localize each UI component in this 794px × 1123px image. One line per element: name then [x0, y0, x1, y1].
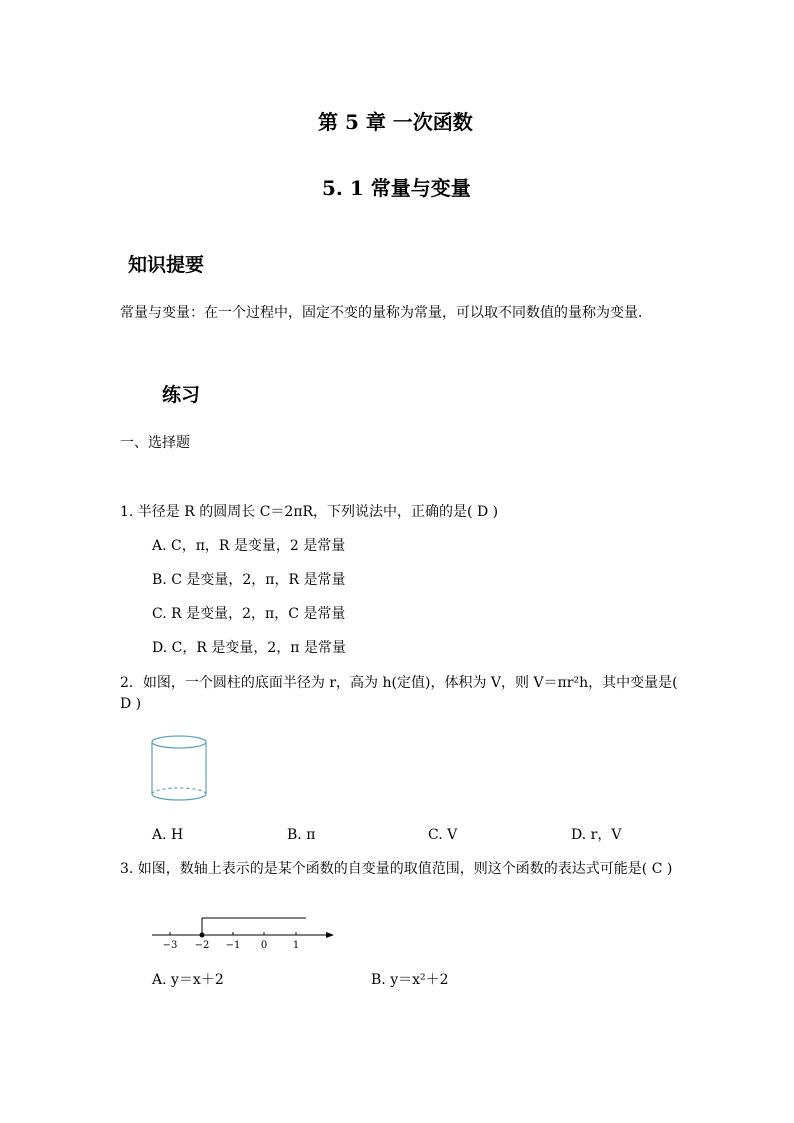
chapter-title: 第 5 章 一次函数 — [318, 110, 473, 134]
cylinder-figure — [148, 732, 212, 806]
q3-option-b: B. y＝x²＋2 — [371, 972, 449, 988]
tick-label: −3 — [162, 940, 178, 951]
section-title: 5. 1 常量与变量 — [322, 176, 471, 200]
q2-option-b: B. π — [287, 827, 316, 843]
q1-option-d: D. C，R 是变量，2，π 是常量 — [152, 640, 346, 656]
q1-option-c: C. R 是变量，2，π，C 是常量 — [152, 606, 346, 622]
number-line-figure — [148, 910, 338, 954]
part-heading: 一、选择题 — [120, 435, 190, 451]
q2-option-c: C. V — [428, 827, 458, 843]
tick-label: 1 — [292, 940, 300, 951]
knowledge-heading: 知识提要 — [128, 254, 205, 276]
q2-stem: 2．如图，一个圆柱的底面半径为 r，高为 h(定值)，体积为 V，则 V＝πr²h，其中变量是( D ) — [120, 675, 678, 712]
practice-heading: 练习 — [162, 384, 201, 406]
knowledge-text: 常量与变量：在一个过程中，固定不变的量称为常量，可以取不同数值的量称为变量． — [120, 305, 652, 321]
q2-option-a: A. H — [152, 827, 184, 843]
q3-option-a: A. y＝x＋2 — [152, 972, 224, 988]
q2-option-d: D. r，V — [571, 827, 622, 843]
q3-stem: 3. 如图，数轴上表示的是某个函数的自变量的取值范围，则这个函数的表达式可能是( C ) — [120, 861, 673, 877]
q1-option-b: B. C 是变量，2，π，R 是常量 — [152, 572, 346, 588]
tick-label: 0 — [260, 940, 268, 951]
tick-label: −1 — [225, 940, 241, 951]
q1-stem: 1. 半径是 R 的圆周长 C＝2πR，下列说法中，正确的是( D ) — [120, 504, 499, 520]
q1-option-a: A. C，π，R 是变量，2 是常量 — [152, 538, 346, 554]
tick-label: −2 — [194, 940, 210, 951]
